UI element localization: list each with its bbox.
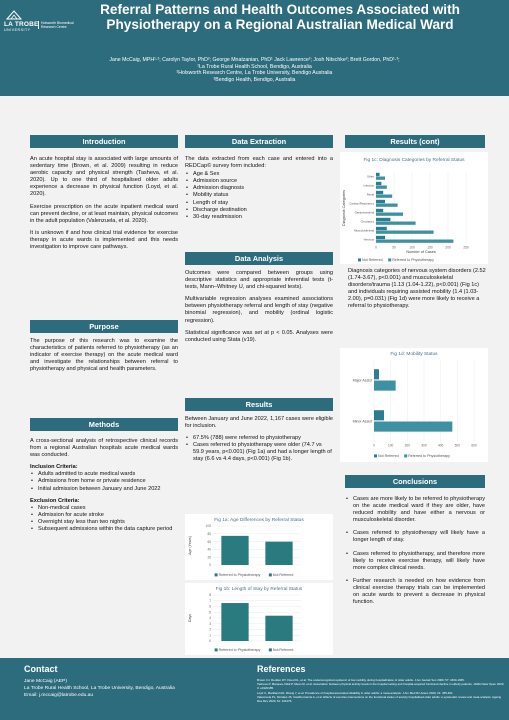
conclusions-list xyxy=(345,496,485,606)
legend-label: Referred to Physiotherapy xyxy=(408,454,450,458)
tick-label: 0 xyxy=(209,563,211,568)
tick-label: 1 xyxy=(209,633,211,638)
bar xyxy=(376,240,453,243)
authors: Jane McCaig, MPH¹·²; Carolyn Taylor, PhD²; George Mnatzanian, PhD¹ Jack Lawrence²; Josh Nitschke²; Brett Gordon, PhD¹·³; xyxy=(109,57,400,63)
results-heading: Results xyxy=(185,398,333,411)
tick-label: 250 xyxy=(463,245,469,250)
list-item: • Initial admission between January and June 2022 xyxy=(30,486,178,493)
fig-1c-chart xyxy=(340,152,488,264)
tick-label: 3 xyxy=(209,621,211,626)
bar xyxy=(374,369,379,379)
list-item: • Cases referred to physiotherapy will likely have a longer length of stay. xyxy=(345,530,485,544)
bar xyxy=(376,177,385,180)
legend-swatch xyxy=(215,573,218,576)
logo-sub: UNIVERSITY xyxy=(4,28,31,32)
contact-email[interactable]: Email: j.mccaig@latrobe.edu.au xyxy=(24,693,94,698)
legend-swatch xyxy=(388,258,391,261)
legend-swatch xyxy=(215,648,218,651)
data-extraction-heading: Data Extraction xyxy=(185,135,333,148)
la-trobe-logo xyxy=(4,10,80,36)
conclusions-section xyxy=(345,475,485,606)
exclusion-list xyxy=(30,505,178,533)
reference-item: Loyd C, Markland AD, Zhang Y, et al. Prevalence of hospital-associated disability in older adults: a meta-analysis. J Am Med Dir Assoc 2020; 21: 455-461. xyxy=(257,690,454,695)
category-label: Infection xyxy=(363,183,374,188)
tick-label: 300 xyxy=(421,443,427,448)
reference-item: Brown CJ, Redden DT, Flood KL, et al. The underrecognized epidemic of low mobility during hospitalization of older adults. J Am Geriatr Soc 2009; 57: 1660-1665. xyxy=(257,678,465,682)
results-paragraph: Between January and June 2022, 1,167 cases were eligible for inclusion. xyxy=(185,416,333,430)
data-extraction-section xyxy=(185,135,333,221)
list-item: • Subsequent admissions within the data capture period xyxy=(30,526,178,533)
extraction-paragraph: The data extracted from each case and entered into a REDCap© survey form included: xyxy=(185,156,333,170)
category-label: Nervous xyxy=(363,237,374,242)
fig-1a-chart xyxy=(185,514,333,580)
bar xyxy=(374,410,384,420)
affiliation-3: ³Bendigo Health, Bendigo, Australia xyxy=(213,76,296,83)
tick-label: 200 xyxy=(445,245,451,250)
tick-label: 5 xyxy=(209,610,211,615)
reference-item: Valenzuela PL, Morales JS, Castillo-Garcia A, et al. Effects of exercise interventions on the functional status of acutely hospitalised older adults: a systematic review and meta-analysis. Ageing Res Rev 2020; 61: 101076. xyxy=(257,694,502,704)
legend-label: Referred to Physiotherapy xyxy=(218,573,261,577)
category-label: Circulatory xyxy=(360,219,374,224)
legend-label: Referred to Physiotherapy xyxy=(218,648,261,652)
contact-body xyxy=(24,678,175,699)
legend-swatch xyxy=(269,573,272,576)
list-item: • Length of stay xyxy=(185,200,333,207)
list-item: • Cases are more likely to be referred to physiotherapy on the acute medical ward if they are older, have reduced mobility and have either a nervous or musculoskeletal disorder. xyxy=(345,496,485,524)
tick-label: 0 xyxy=(373,443,375,448)
category-label: Renal xyxy=(366,192,374,197)
tick-label: 400 xyxy=(438,443,444,448)
intro-paragraph: It is unknown if and how clinical trial evidence for exercise therapy in acute wards is implemented and this needs investigation to improve care pathways. xyxy=(30,229,178,251)
category-label: Major Assist xyxy=(352,378,372,383)
tick-label: 60 xyxy=(207,539,211,544)
tick-label: 6 xyxy=(209,604,211,609)
chart-background xyxy=(340,348,488,462)
data-extraction-body xyxy=(185,156,333,221)
tick-label: 500 xyxy=(454,443,460,448)
la-trobe-mark-icon xyxy=(6,10,22,20)
tick-label: 100 xyxy=(409,245,415,250)
bar xyxy=(221,603,248,641)
list-item: • Admission source xyxy=(185,178,333,185)
chart-title: Fig 1a: Age Differences by Referral Status xyxy=(214,518,304,523)
analysis-paragraph: Multivariable regression analyses examined associations between physiotherapy referral and length of stay (negative binomial regression), and mobility (ordinal logistic regression). xyxy=(185,296,333,324)
list-item: • 67.5% (788) were referred to physiotherapy xyxy=(185,435,333,442)
bar xyxy=(376,200,385,203)
bar xyxy=(376,218,390,221)
methods-paragraph: A cross-sectional analysis of retrospective clinical records from a regional Australian hospitals acute medical wards was conducted. xyxy=(30,438,178,459)
tick-label: 100 xyxy=(205,524,211,529)
logo-name: LA TROBE xyxy=(4,21,39,28)
list-item: • Overnight stay less than two nights xyxy=(30,519,178,526)
legend-label: Not Referred xyxy=(362,258,383,262)
chart-background xyxy=(185,583,333,655)
tick-label: 2 xyxy=(209,627,211,632)
chart-title: Fig 1c: Diagnosis Categories by Referral Status xyxy=(363,158,465,163)
tick-label: 0 xyxy=(375,245,377,250)
data-analysis-heading: Data Analysis xyxy=(185,252,333,265)
list-item: • Age & Sex xyxy=(185,171,333,178)
tick-label: 600 xyxy=(471,443,477,448)
results-cont-paragraph: Diagnosis categories of nervous system disorders (2.52 (1.74-3.67), p<0.001) and musculoskeletal disorders/trauma (1.13 (1.04-1.22), p<0.001) (Fig 1c) and individuals requiring assisted mobility (1.4 (1.03-2.00), p=0.031) (Fig 1d) were more likely to receive a referral to physiotherapy. xyxy=(348,268,486,310)
bar xyxy=(376,227,387,230)
bar xyxy=(376,213,403,216)
intro-paragraph: An acute hospital stay is associated with large amounts of sedentary time (Brown, et al. 2009) resulting in reduce aerobic capacity and physical strength (Tasheva, et al. 2020). Up to one third of hospitalised older adults experience a decrease in physical function (Loyd, et al. 2020). xyxy=(30,156,178,198)
list-item: • Cases referred to physiotherapy were older (74.7 vs 59.9 years, p<0.001) (Fig 1a) and had a longer length of stay (6.6 vs 4.4 days, p<0.001) (Fig 1b). xyxy=(185,442,333,463)
tick-label: 100 xyxy=(388,443,394,448)
axis-label: Diagnosis Categories xyxy=(342,189,346,227)
legend-swatch xyxy=(358,258,361,261)
list-item: • Mobility status xyxy=(185,192,333,199)
tick-label: 200 xyxy=(404,443,410,448)
logo-institute: Holsworth Biomedical Research Centre xyxy=(38,21,82,29)
tick-label: 40 xyxy=(207,547,211,552)
purpose-paragraph: The purpose of this research was to examine the characteristics of patients referred to physiotherapy (as an indicator of exercise therapy) on the acute medical ward and investigate the relationships between referral to physiotherapy and physical and health parameters. xyxy=(30,338,178,373)
bar xyxy=(376,209,383,212)
list-item: • Admission for acute stroke xyxy=(30,512,178,519)
reference-item: Tasheva P, Marques-Vidal P, Mean M, et al. Association between physical activity levels in the hospital setting and hospital-acquired functional decline in elderly patients. JAMA Netw Open 2020; 3: e1920185. xyxy=(257,682,505,691)
conclusions-heading: Conclusions xyxy=(345,475,485,488)
bar xyxy=(265,616,292,641)
legend-label: Not Referred xyxy=(272,648,294,652)
inclusion-list xyxy=(30,471,178,492)
bar xyxy=(376,236,385,239)
list-item: • Adults admitted to acute medical wards xyxy=(30,471,178,478)
list-item: • Cases referred to physiotherapy, and therefore more likely to receive exercise therapy, will likely have more complex clinical needs. xyxy=(345,551,485,572)
bar xyxy=(376,222,416,225)
list-item: • Non-medical cases xyxy=(30,505,178,512)
exclusion-title: Exclusion Criteria: xyxy=(30,497,80,504)
bar xyxy=(376,191,383,194)
legend-swatch xyxy=(374,454,377,457)
purpose-heading: Purpose xyxy=(30,320,178,333)
tick-label: 20 xyxy=(207,555,211,560)
introduction-body xyxy=(30,156,178,251)
list-item: • 30-day readmission xyxy=(185,214,333,221)
legend-swatch xyxy=(404,454,407,457)
bar xyxy=(376,231,434,234)
category-label: Gastrointestinal xyxy=(354,210,374,215)
intro-paragraph: Exercise prescription on the acute inpatient medical ward can prevent decline, or at least maintain, physical outcomes in the adult population (Valenzuela, et al. 2020). xyxy=(30,203,179,224)
methods-body xyxy=(30,438,178,533)
results-list xyxy=(185,435,333,463)
category-label: Minor Assist xyxy=(352,419,372,424)
results-cont-section xyxy=(345,135,485,148)
tick-label: 0 xyxy=(209,639,211,644)
purpose-body xyxy=(30,338,178,373)
results-section xyxy=(185,398,333,464)
affiliation-2: ²Holsworth Research Centre, La Trobe University, Bendigo Australia xyxy=(176,70,333,77)
bar xyxy=(221,536,248,565)
purpose-section xyxy=(30,320,178,378)
legend-swatch xyxy=(269,648,272,651)
authors-block xyxy=(60,57,449,83)
bar xyxy=(376,195,392,198)
legend-label: Referred to Physiotherapy xyxy=(392,258,434,262)
tick-label: 4 xyxy=(209,616,211,621)
bar xyxy=(376,204,398,207)
introduction-section xyxy=(30,135,178,256)
extraction-list xyxy=(185,171,333,221)
tick-label: 7 xyxy=(209,598,211,603)
category-label: Cardiac/Respiratory xyxy=(349,201,374,206)
analysis-paragraph: Outcomes were compared between groups using descriptive statistics and appropriate inferential tests (t-tests, Mann–Whitney U, and chi-squared tests). xyxy=(185,270,333,291)
tick-label: 50 xyxy=(392,245,396,250)
poster-footer xyxy=(0,658,509,720)
methods-heading: Methods xyxy=(30,418,178,431)
references-list xyxy=(257,678,505,703)
axis-label: Age (Years) xyxy=(188,536,192,555)
contact-name: Jane McCaig (AEP) xyxy=(24,679,67,684)
bar xyxy=(376,173,380,176)
chart-title: Fig 1d: Mobility Status xyxy=(390,352,438,357)
analysis-paragraph: Statistical significance was set at p < 0.05. Analyses were conducted using Stata (v19). xyxy=(185,329,333,343)
references-heading: References xyxy=(257,664,306,674)
list-item: • Admissions from home or private residence xyxy=(30,478,178,485)
contact-affiliation: La Trobe Rural Health School, La Trobe University, Bendigo, Australia xyxy=(24,686,175,691)
category-label: Musculoskeletal xyxy=(354,228,374,233)
category-label: Other xyxy=(367,174,374,179)
legend-label: Not Referred xyxy=(378,454,399,458)
bar xyxy=(376,182,381,185)
axis-label: Days xyxy=(188,613,192,623)
contact-heading: Contact xyxy=(24,664,58,674)
list-item: • Discharge destination xyxy=(185,207,333,214)
fig-1d-chart xyxy=(340,348,488,462)
poster-header xyxy=(0,0,509,96)
data-analysis-section xyxy=(185,252,333,349)
results-body xyxy=(185,416,333,464)
methods-section xyxy=(30,418,178,533)
bar xyxy=(265,542,292,565)
affiliation-1: ¹La Trobe Rural Health School, Bendigo, Australia xyxy=(197,63,312,70)
fig-1b-chart xyxy=(185,583,333,655)
legend-label: Not Referred xyxy=(272,573,294,577)
bar xyxy=(374,422,452,432)
results-cont-heading: Results (cont) xyxy=(345,135,485,148)
introduction-heading: Introduction xyxy=(30,135,178,148)
inclusion-title: Inclusion Criteria: xyxy=(30,464,78,471)
tick-label: 80 xyxy=(207,532,211,536)
tick-label: 150 xyxy=(427,245,433,250)
bar xyxy=(376,186,387,189)
bar xyxy=(374,381,396,391)
poster-title: Referral Patterns and Health Outcomes Associated with Physiotherapy on a Regional Australian Medical Ward xyxy=(100,2,460,32)
list-item: • Further research is needed on how evidence from clinical exercise therapy trials can be implemented on acute wards to prevent a decrease in physical function. xyxy=(345,578,485,606)
tick-label: 8 xyxy=(209,593,211,598)
list-item: • Admission diagnosis xyxy=(185,185,333,192)
data-analysis-body xyxy=(185,270,333,344)
axis-label: Number of Cases xyxy=(406,250,436,254)
chart-title: Fig 1b: Length of Stay by Referral Status xyxy=(215,587,303,592)
